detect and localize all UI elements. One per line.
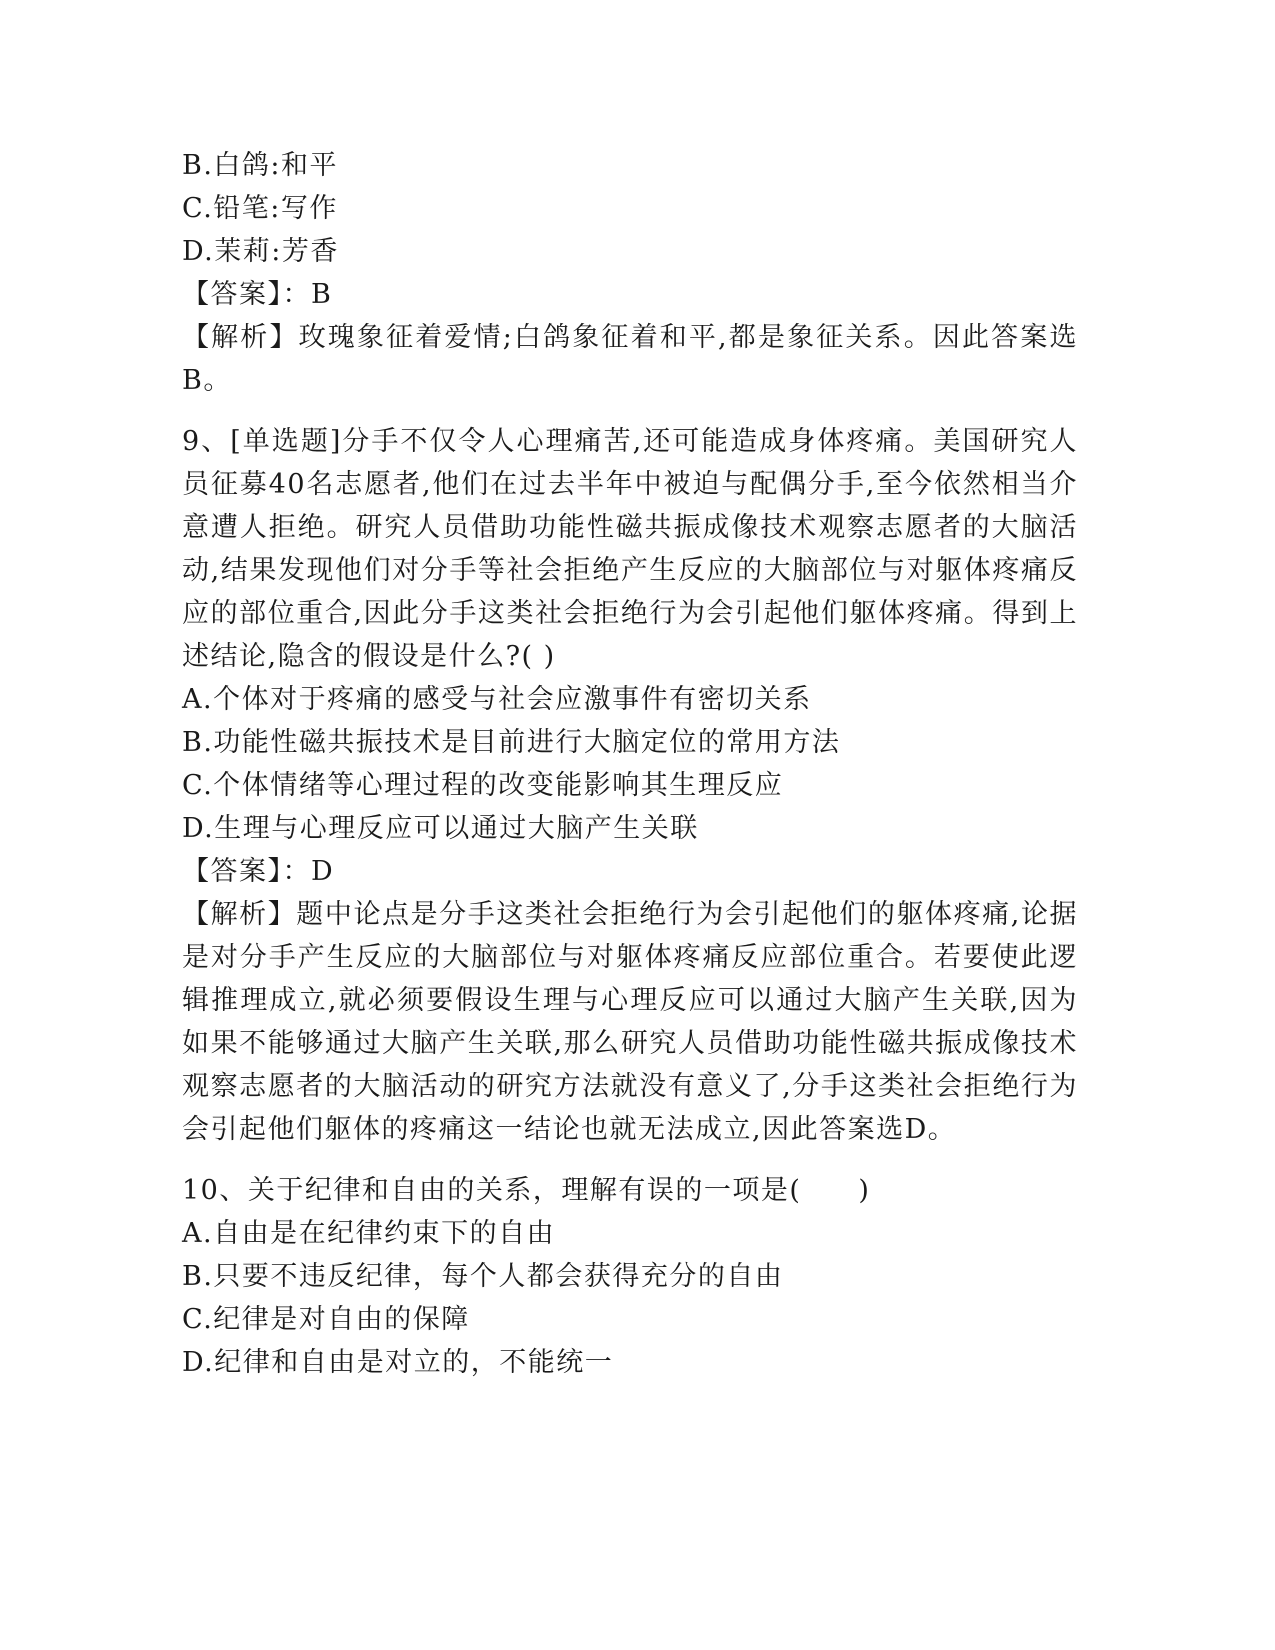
q8-analysis: 【解析】玫瑰象征着爱情;白鸽象征着和平,都是象征关系。因此答案选B。	[182, 322, 1078, 396]
question-8-tail	[182, 144, 1078, 402]
q9-option-c: C.个体情绪等心理过程的改变能影响其生理反应	[182, 770, 784, 801]
question-10	[182, 1169, 1078, 1384]
question-spacer	[182, 402, 1078, 420]
question-spacer	[182, 1151, 1078, 1169]
q10-option-c: C.纪律是对自由的保障	[182, 1304, 470, 1335]
q8-answer: 【答案】：B	[182, 279, 333, 310]
question-9	[182, 420, 1078, 1151]
q8-option-c: C.铅笔:写作	[182, 193, 338, 224]
q9-option-b: B.功能性磁共振技术是目前进行大脑定位的常用方法	[182, 727, 841, 758]
q10-stem: 10、关于纪律和自由的关系，理解有误的一项是( )	[182, 1175, 871, 1206]
page-content	[182, 144, 1078, 1384]
q9-option-d: D.生理与心理反应可以通过大脑产生关联	[182, 813, 699, 844]
q9-answer: 【答案】：D	[182, 856, 335, 887]
q10-option-d: D.纪律和自由是对立的，不能统一	[182, 1347, 614, 1378]
q8-option-d: D.茉莉:芳香	[182, 236, 339, 267]
q9-stem: 9、[单选题]分手不仅令人心理痛苦,还可能造成身体疼痛。美国研究人员征募40名志愿者,他们在过去半年中被迫与配偶分手,至今依然相当介意遭人拒绝。研究人员借助功能性磁共振成像技术观察志愿者的大脑活动,结果发现他们对分手等社会拒绝产生反应的大脑部位与对躯体疼痛反应的部位重合,因此分手这类社会拒绝行为会引起他们躯体疼痛。得到上述结论,隐含的假设是什么?( )	[182, 426, 1078, 672]
q10-option-a: A.自由是在纪律约束下的自由	[182, 1218, 556, 1249]
q10-option-b: B.只要不违反纪律，每个人都会获得充分的自由	[182, 1261, 784, 1292]
q8-option-b: B.白鸽:和平	[182, 150, 339, 181]
q9-analysis: 【解析】题中论点是分手这类社会拒绝行为会引起他们的躯体疼痛,论据是对分手产生反应的大脑部位与对躯体疼痛反应部位重合。若要使此逻辑推理成立,就必须要假设生理与心理反应可以通过大脑产生关联,因为如果不能够通过大脑产生关联,那么研究人员借助功能性磁共振成像技术观察志愿者的大脑活动的研究方法就没有意义了,分手这类社会拒绝行为会引起他们躯体的疼痛这一结论也就无法成立,因此答案选D。	[182, 899, 1078, 1145]
q9-option-a: A.个体对于疼痛的感受与社会应激事件有密切关系	[182, 684, 812, 715]
